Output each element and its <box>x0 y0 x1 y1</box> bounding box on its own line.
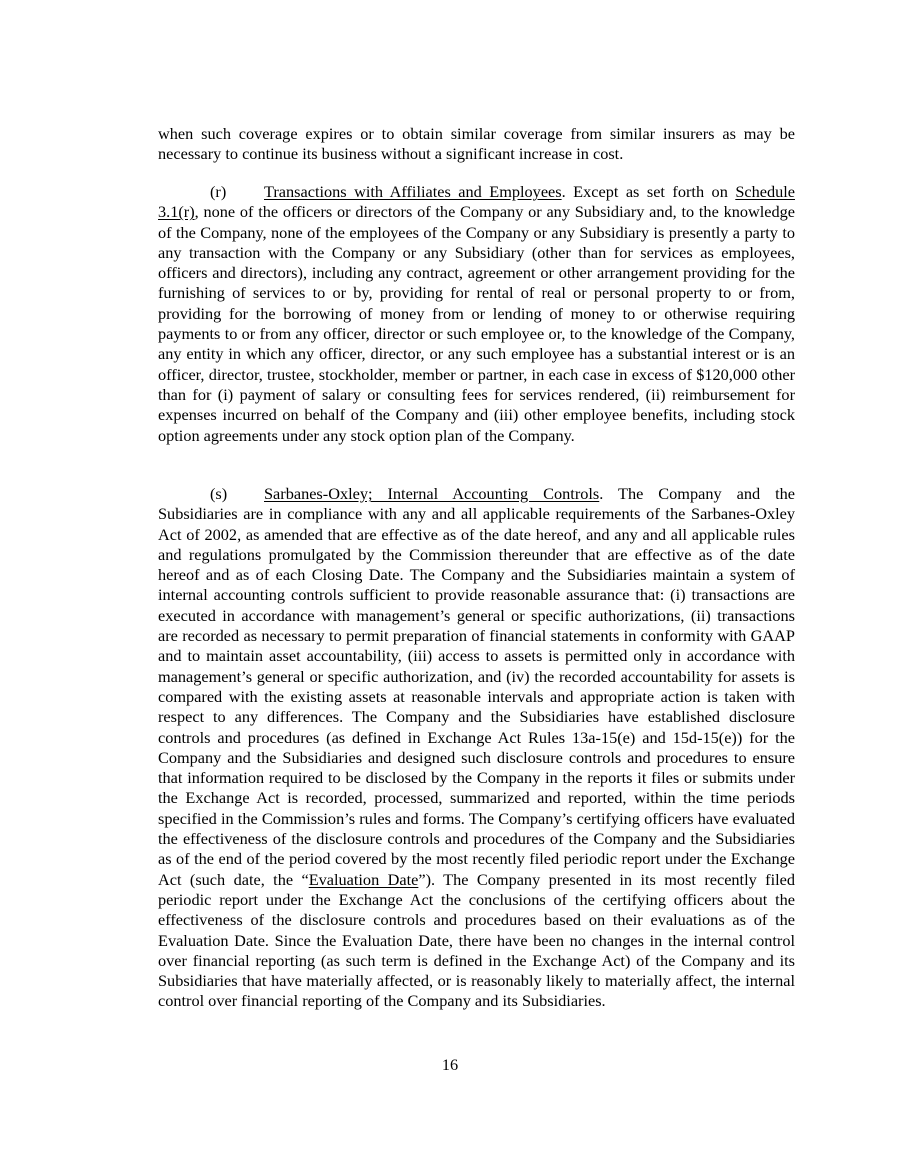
section-r-text-2: , none of the officers or directors of the Company or any Subsidiary and, to the knowledge of the Company, none of the employees of the Company or any Subsidiary is presently a party to any transaction with the Company or any Subsidiary (other than for services as employees, officers and directors), including any contract, agreement or other arrangement providing for the furnishing of services to or by, providing for rental of real or personal property to or from, providing for the borrowing of money from or lending of money to or otherwise requiring payments to or from any officer, director or such employee or, to the knowledge of the Company, any entity in which any officer, director, or any such employee has a substantial interest or is an officer, director, trustee, stockholder, member or partner, in each case in excess of $120,000 other than for (i) payment of salary or consulting fees for services rendered, (ii) reimbursement for expenses incurred on behalf of the Company and (iii) other employee benefits, including stock option agreements under any stock option plan of the Company. <box>158 202 795 445</box>
schedule-reference: Schedule 3.1(r) <box>158 182 795 222</box>
section-s-heading: Sarbanes-Oxley; Internal Accounting Controls <box>264 484 600 503</box>
section-s-text-2: ”). The Company presented in its most recently filed periodic report under the Exchange Act the conclusions of the certifying officers about the effectiveness of the disclosure controls and procedures based on their evaluations as of the Evaluation Date. Since the Evaluation Date, there have been no changes in the internal control over financial reporting (as such term is defined in the Exchange Act) of the Company and its Subsidiaries that have materially affected, or is reasonably likely to materially affect, the internal control over financial reporting of the Company and its Subsidiaries. <box>158 869 795 1011</box>
section-s-letter: (s) <box>210 484 228 503</box>
section-r-paragraph <box>158 182 795 446</box>
continuation-paragraph <box>158 124 795 165</box>
page-number: 16 <box>441 1055 459 1074</box>
section-s-text-1: . The Company and the Subsidiaries are in compliance with any and all applicable requirements of the Sarbanes-Oxley Act of 2002, as amended that are effective as of the date hereof, and any and all applicable rules and regulations promulgated by the Commission thereunder that are effective as of the date hereof and as of each Closing Date. The Company and the Subsidiaries maintain a system of internal accounting controls sufficient to provide reasonable assurance that: (i) transactions are executed in accordance with management’s general or specific authorizations, (ii) transactions are recorded as necessary to permit preparation of financial statements in conformity with GAAP and to maintain asset accountability, (iii) access to assets is permitted only in accordance with management’s general or specific authorization, and (iv) the recorded accountability for assets is compared with the existing assets at reasonable intervals and appropriate action is taken with respect to any differences. The Company and the Subsidiaries have established disclosure controls and procedures (as defined in Exchange Act Rules 13a-15(e) and 15d-15(e)) for the Company and the Subsidiaries and designed such disclosure controls and procedures to ensure that information required to be disclosed by the Company in the reports it files or submits under the Exchange Act is recorded, processed, summarized and reported, within the time periods specified in the Commission’s rules and forms. The Company’s certifying officers have evaluated the effectiveness of the disclosure controls and procedures of the Company and the Subsidiaries as of the end of the period covered by the most recently filed periodic report under the Exchange Act (such date, the “ <box>158 484 795 889</box>
continuation-text: when such coverage expires or to obtain similar coverage from similar insurers as may be necessary to continue its business without a significant increase in cost. <box>158 124 795 164</box>
section-r-heading: Transactions with Affiliates and Employees <box>264 182 562 201</box>
defined-term-evaluation-date: Evaluation Date <box>308 869 419 889</box>
section-s-paragraph <box>158 484 795 1012</box>
section-r-letter: (r) <box>210 182 227 201</box>
section-r-text-1: . Except as set forth on <box>561 182 736 201</box>
